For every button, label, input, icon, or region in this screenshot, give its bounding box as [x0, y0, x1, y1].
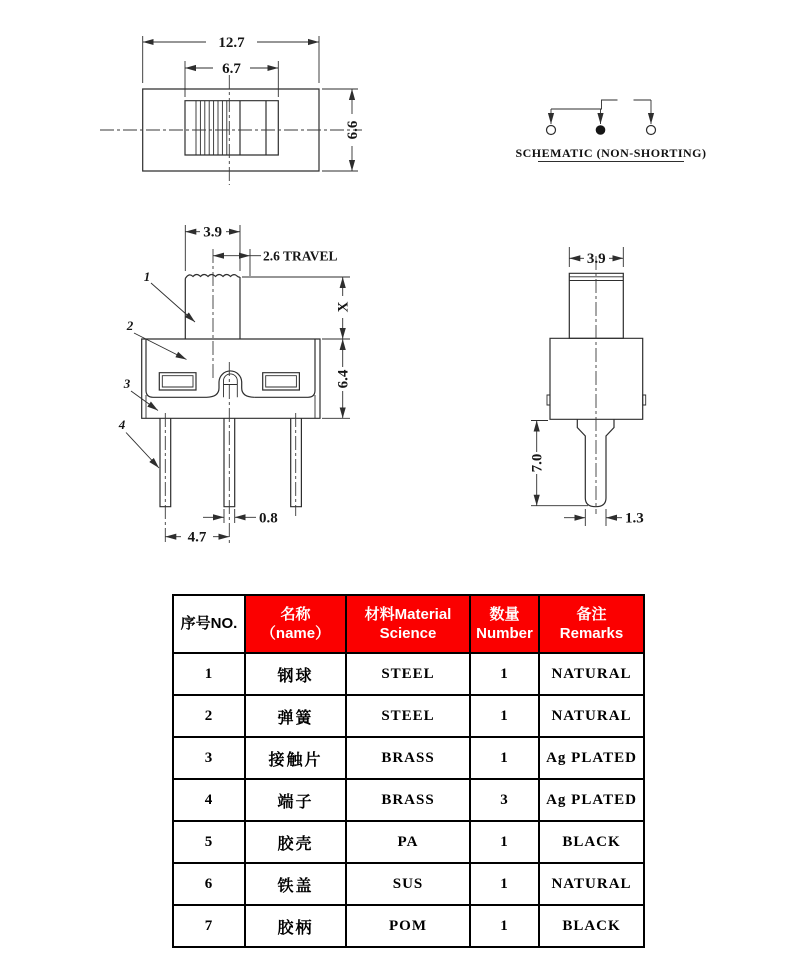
- cell-remarks: BLACK: [539, 905, 644, 947]
- cell-no: 3: [173, 737, 245, 779]
- cell-remarks: NATURAL: [539, 863, 644, 905]
- table-row: [173, 653, 644, 695]
- header-remarks-en: Remarks: [559, 625, 624, 642]
- callout-1: [144, 269, 195, 322]
- dim-front-pitch: [165, 530, 229, 546]
- table-row: [173, 737, 644, 779]
- cell-material: STEEL: [346, 695, 470, 737]
- dim-label: 12.7: [218, 35, 245, 51]
- header-name: [245, 595, 346, 653]
- header-qty: [470, 595, 539, 653]
- front-view: [118, 225, 352, 546]
- header-no: [173, 595, 245, 653]
- dim-label: 4.7: [187, 529, 207, 546]
- header-qty-zh: 数量: [489, 605, 520, 623]
- schematic-wiring: [551, 100, 651, 109]
- parts-table-header: [173, 595, 644, 653]
- dim-label: 7.0: [529, 453, 546, 473]
- front-view-pins: [160, 418, 301, 506]
- header-remarks: [539, 595, 644, 653]
- terminal-right: [647, 126, 656, 135]
- dim-label: 2.6 TRAVEL: [263, 248, 338, 264]
- table-row: [173, 779, 644, 821]
- side-window-left: [159, 373, 196, 390]
- parts-table: [172, 594, 645, 948]
- header-material-en: Science: [379, 625, 437, 642]
- callout-3: [123, 376, 158, 411]
- cell-name: 弹簧: [245, 695, 346, 737]
- cell-material: POM: [346, 905, 470, 947]
- cell-no: 1: [173, 653, 245, 695]
- dim-label: 3.9: [203, 224, 222, 241]
- dim-label: 6.6: [345, 120, 361, 140]
- terminal-common: [596, 125, 606, 135]
- cell-no: 7: [173, 905, 245, 947]
- cell-material: BRASS: [346, 779, 470, 821]
- dim-top-slot: [185, 61, 278, 97]
- cell-qty: 1: [470, 653, 539, 695]
- dim-label: 1.3: [625, 510, 644, 527]
- header-remarks-zh: 备注: [576, 605, 607, 623]
- dim-label: 6.4: [335, 369, 352, 389]
- terminal-left: [547, 126, 556, 135]
- callout-label: 2: [126, 318, 134, 333]
- callout-label: 3: [123, 376, 131, 391]
- cell-remarks: BLACK: [539, 821, 644, 863]
- dim-front-x: [336, 277, 352, 339]
- cell-no: 2: [173, 695, 245, 737]
- cell-no: 6: [173, 863, 245, 905]
- cell-material: STEEL: [346, 653, 470, 695]
- top-view-knob: [196, 101, 266, 155]
- cell-name: 铁盖: [245, 863, 346, 905]
- cell-qty: 1: [470, 737, 539, 779]
- dim-front-pin-width: [203, 509, 278, 526]
- cell-name: 钢球: [245, 653, 346, 695]
- dim-label: X: [335, 301, 352, 313]
- header-material: [346, 595, 470, 653]
- callout-4: [118, 417, 159, 468]
- dim-front-knob: [185, 225, 240, 272]
- cell-remarks: NATURAL: [539, 695, 644, 737]
- table-row: [173, 905, 644, 947]
- dim-side-pin-length: [530, 421, 588, 506]
- front-view-body: [142, 339, 320, 418]
- dim-label: 6.7: [222, 61, 241, 77]
- cell-no: 4: [173, 779, 245, 821]
- cell-name: 端子: [245, 779, 346, 821]
- cell-remarks: Ag PLATED: [539, 737, 644, 779]
- header-name-zh: 名称: [280, 605, 311, 623]
- table-row: [173, 821, 644, 863]
- dim-side-knob: [569, 247, 623, 267]
- cell-name: 胶柄: [245, 905, 346, 947]
- side-view: [530, 247, 646, 527]
- cell-name: 接触片: [245, 737, 346, 779]
- header-name-en: （name）: [260, 625, 331, 642]
- cell-qty: 3: [470, 779, 539, 821]
- cell-name: 胶壳: [245, 821, 346, 863]
- table-row: [173, 695, 644, 737]
- cell-material: BRASS: [346, 737, 470, 779]
- callout-label: 4: [118, 417, 126, 432]
- cell-remarks: NATURAL: [539, 653, 644, 695]
- header-material-zh: 材料Material: [364, 605, 452, 623]
- schematic: [515, 100, 706, 162]
- schematic-caption: SCHEMATIC (NON-SHORTING): [515, 146, 707, 160]
- cell-material: PA: [346, 821, 470, 863]
- cell-qty: 1: [470, 863, 539, 905]
- side-window-right: [263, 373, 300, 390]
- cell-qty: 1: [470, 821, 539, 863]
- callout-label: 1: [143, 269, 151, 284]
- header-no-label: 序号NO.: [180, 615, 238, 633]
- header-qty-en: Number: [476, 625, 533, 642]
- spring-dome-inner: [224, 374, 238, 397]
- cell-material: SUS: [346, 863, 470, 905]
- dim-label: 0.8: [259, 510, 278, 527]
- cell-no: 5: [173, 821, 245, 863]
- top-view-slot: [185, 101, 278, 155]
- top-view: [100, 35, 362, 185]
- cell-qty: 1: [470, 695, 539, 737]
- cell-qty: 1: [470, 905, 539, 947]
- parts-table-body: [173, 653, 644, 947]
- cell-remarks: Ag PLATED: [539, 779, 644, 821]
- dim-front-body: [336, 339, 352, 418]
- dim-front-travel: [213, 249, 338, 277]
- table-row: [173, 863, 644, 905]
- dim-side-pin-width: [564, 509, 644, 527]
- dim-label: 3.9: [586, 251, 606, 267]
